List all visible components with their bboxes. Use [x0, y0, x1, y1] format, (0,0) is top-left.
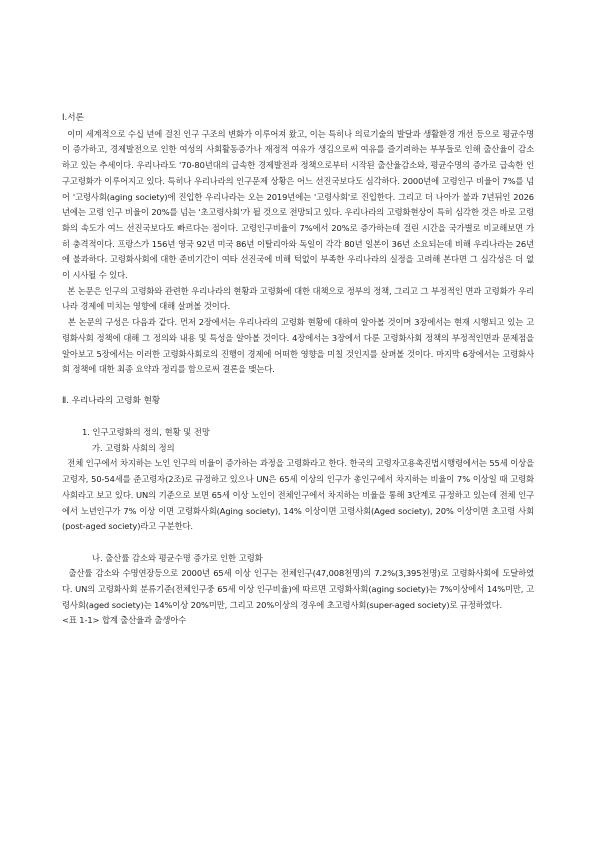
subsection-1b-paragraph: 출산률 감소와 수명연장등으로 2000년 65세 이상 인구는 전체인구(47,008천명)의 7.2%(3,395천명)로 고령화사회에 도달하였다. UN의 고령화사회 분류기준(전체인구중 65세 이상 인구비율)에 따르면 고령화사회(aging society)는 7%이상에서 14%미만, 고령사회(aged society)는 14%이상 20%미만, 그리고 20%이상의 경우에 초고령사회(super-aged society)로 규정하였다.: [62, 568, 535, 610]
subsection-1b-heading: 나. 출산률 감소와 평균수명 증가로 인한 고령화: [92, 552, 263, 563]
intro-paragraph-1: 이미 세계적으로 수십 년에 걸친 인구 구조의 변화가 이루어져 왔고, 이는 특히나 의료기술의 발달과 생활환경 개선 등으로 평균수명이 증가하고, 경제발전으로 인한 여성의 사회활동증가나 재정적 여유가 생김으로써 여유를 즐기려하는 부부들로 인해 출산율이 감소하고 있는 추세이다. 우리나라도 '70-80년대의 급속한 경제발전과 정책으로부터 시작된 출산율감소와, 평균수명의 증가로 급속한 인구고령화가 이루어지고 있다. 특히나 우리나라의 인구문제 상황은 어느 선진국보다도 심각하다. 2000년에 고령인구 비율이 7%를 넘어 '고령사회(aging society)에 진입한 우리나라는 오는 2019년에는 '고령사회'로 진입한다. 그리고 더 나아가 불과 7년뒤인 2026년에는 고령 인구 비율이 20%를 넘는 '초고령사회'가 될 것으로 전망되고 있다. 우리나라의 고령화현상이 특히 심각한 것은 바로 고령화의 속도가 여느 선진국보다도 빠르다는 점이다. 고령인구비율이 7%에서 20%로 증가하는데 걸린 시간을 국가별로 비교해보면 가히 충격적이다. 프랑스가 156년 영국 92년 미국 86년 이탈리아와 독일이 각각 80년 일본이 36년 소요되는데 비해 우리나라는 26년에 불과하다. 고령화사회에 대한 준비기간이 여타 선진국에 비해 턱없이 부족한 우리나라의 실정을 고려해 본다면 그 심각성은 더 없이 시사될 수 있다.: [62, 128, 534, 281]
section-2-heading: Ⅱ. 우리나라의 고령화 현황: [62, 395, 161, 406]
spacer: [62, 409, 534, 425]
subsection-1a-heading: 가. 고령화 사회의 정의: [92, 442, 175, 453]
intro-paragraph-3: 본 논문의 구성은 다음과 같다. 먼저 2장에서는 우리나라의 고령화 현황에 대하여 알아볼 것이며 3장에서는 현재 시행되고 있는 고령화사회 정책에 대해 그 정의와 내용 및 특성을 알아볼 것이다. 4장에서는 3장에서 다룬 고령화사회 정책의 부정적인면과 문제점을 알아보고 5장에서는 이러한 고령화사회로의 진행이 경제에 어떠한 영향을 미칠 것인지를 살펴볼 것이다. 마지막 6장에서는 고령화사회 정책에 대한 최종 요약과 정리를 함으로써 결론을 맺는다.: [62, 317, 537, 375]
section-1-heading: Ⅰ.서론: [62, 113, 84, 123]
intro-paragraph-2: 본 논문은 인구의 고령화와 관련한 우리나라의 현황과 고령화에 대한 대책으로 정부의 정책, 그리고 그 부정적인 면과 고령화가 우리나라 경제에 미치는 영향에 대해 살펴볼 것이다.: [62, 285, 534, 312]
spacer: [62, 535, 534, 551]
subsection-1a-paragraph: 전체 인구에서 차지하는 노인 인구의 비율이 증가하는 과정을 고령화라고 한다. 한국의 고령자고용촉진법시행령에서는 55세 이상을 고령자, 50-54세를 준고령자(2조)로 규정하고 있으나 UN은 65세 이상의 인구가 총인구에서 차지하는 비율이 7% 이상일 때 고령화사회라고 보고 있다. UN의 기준으로 보면 65세 이상 노인이 전체인구에서 차지하는 비율을 통해 3단계로 규정하고 있는데 전체 인구에서 노년인구가 7% 이상 이면 고령화사회(Aging society), 14% 이상이면 고령사회(Aged society), 20% 이상이면 초고령 사회(post-aged society)라고 구분한다.: [62, 458, 537, 532]
table-caption: <표 1-1> 합계 출산율과 출생아수: [62, 615, 187, 626]
subsection-1-heading: 1. 인구고령화의 정의, 현황 및 전망: [82, 427, 210, 438]
spacer: [62, 378, 534, 394]
document-body: [62, 111, 537, 629]
